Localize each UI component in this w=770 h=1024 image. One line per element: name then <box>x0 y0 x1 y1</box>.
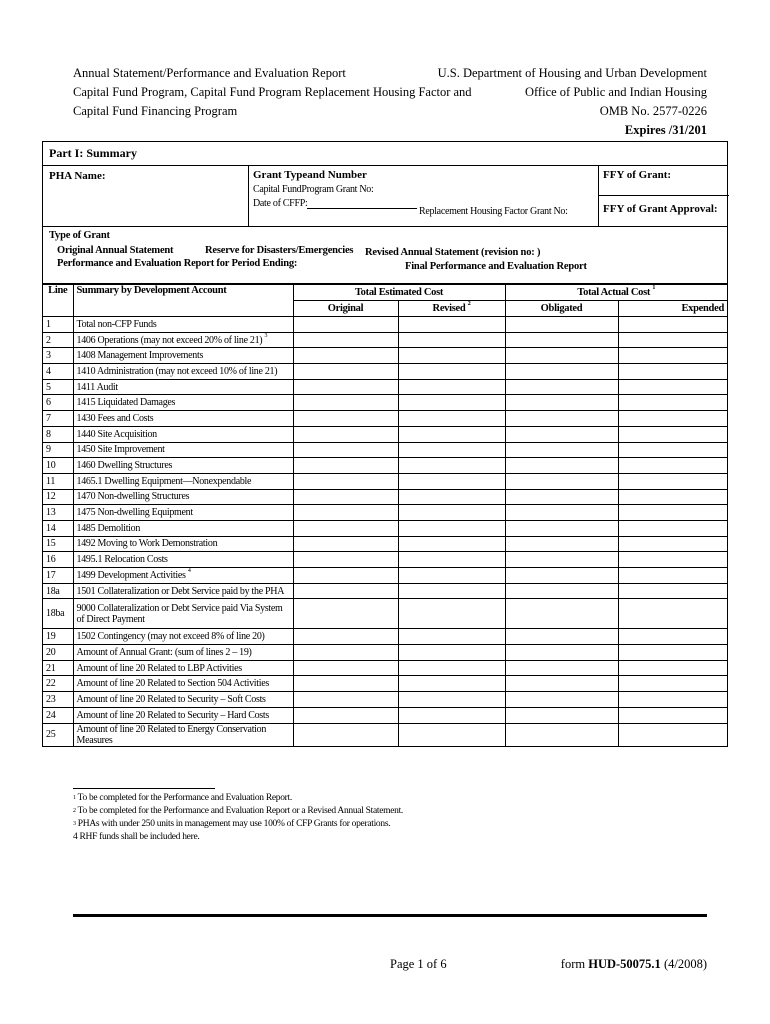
row-revised-cell[interactable] <box>398 395 505 411</box>
row-original-cell[interactable] <box>293 707 398 723</box>
row-revised-cell[interactable] <box>398 317 505 333</box>
row-line-number: 7 <box>43 411 73 427</box>
row-expended-cell[interactable] <box>618 568 727 584</box>
row-line-number: 2 <box>43 332 73 348</box>
row-original-cell[interactable] <box>293 583 398 599</box>
row-original-cell[interactable] <box>293 723 398 746</box>
date-of-cffp-underline <box>307 208 417 209</box>
row-original-cell[interactable] <box>293 442 398 458</box>
col-total-actual-header <box>505 285 727 301</box>
row-description-text: 1492 Moving to Work Demonstration <box>76 538 218 550</box>
row-obligated-cell[interactable] <box>505 426 618 442</box>
row-line-number: 4 <box>43 364 73 380</box>
row-expended-cell[interactable] <box>618 332 727 348</box>
row-revised-cell[interactable] <box>398 568 505 584</box>
row-description <box>73 317 293 333</box>
table-body <box>43 317 727 747</box>
row-line-number: 3 <box>43 348 73 364</box>
row-line-number: 10 <box>43 458 73 474</box>
row-original-cell[interactable] <box>293 692 398 708</box>
part-title: Part I: Summary <box>43 142 727 166</box>
row-original-cell[interactable] <box>293 660 398 676</box>
row-obligated-cell[interactable] <box>505 692 618 708</box>
col-revised-header <box>398 301 505 317</box>
row-line-number: 15 <box>43 536 73 552</box>
row-description-text: Amount of Annual Grant: (sum of lines 2 – 19) <box>76 646 252 658</box>
row-description-text: 1475 Non-dwelling Equipment <box>76 507 193 519</box>
row-line-number: 8 <box>43 426 73 442</box>
row-original-cell[interactable] <box>293 317 398 333</box>
footnote-2 <box>73 805 403 818</box>
table-row <box>43 692 727 708</box>
row-obligated-cell[interactable] <box>505 442 618 458</box>
row-description <box>73 442 293 458</box>
footnote-2-number: 2 <box>73 808 76 814</box>
row-obligated-cell[interactable] <box>505 707 618 723</box>
row-description-text: 1408 Management Improvements <box>76 350 204 362</box>
row-expended-cell[interactable] <box>618 583 727 599</box>
footnote-4-text: 4 RHF funds shall be included here. <box>73 832 200 842</box>
table-row <box>43 505 727 521</box>
table-row <box>43 660 727 676</box>
row-expended-cell[interactable] <box>618 692 727 708</box>
row-original-cell[interactable] <box>293 489 398 505</box>
row-line-number: 16 <box>43 552 73 568</box>
row-expended-cell[interactable] <box>618 552 727 568</box>
row-description <box>73 536 293 552</box>
ffy-section <box>599 166 729 226</box>
row-description <box>73 505 293 521</box>
row-description <box>73 599 293 629</box>
row-line-number: 18a <box>43 583 73 599</box>
row-original-cell[interactable] <box>293 599 398 629</box>
row-description-text: Amount of line 20 Related to LBP Activities <box>76 662 242 674</box>
footnote-1 <box>73 792 403 805</box>
row-revised-cell[interactable] <box>398 629 505 645</box>
row-line-number: 5 <box>43 379 73 395</box>
row-description <box>73 645 293 661</box>
row-revised-cell[interactable] <box>398 723 505 746</box>
table-row <box>43 489 727 505</box>
row-original-cell[interactable] <box>293 676 398 692</box>
row-description-text: Total non-CFP Funds <box>76 318 157 330</box>
row-description <box>73 583 293 599</box>
row-revised-cell[interactable] <box>398 520 505 536</box>
row-description <box>73 692 293 708</box>
row-description-text: 1411 Audit <box>76 381 118 393</box>
row-description-text: 1495.1 Relocation Costs <box>76 554 168 566</box>
row-description <box>73 489 293 505</box>
row-revised-cell[interactable] <box>398 458 505 474</box>
row-expended-cell[interactable] <box>618 442 727 458</box>
ffy-grant-field[interactable]: FFY of Grant: <box>599 166 729 196</box>
row-original-cell[interactable] <box>293 411 398 427</box>
row-description-text: Amount of line 20 Related to Security – Hard Costs <box>76 709 269 721</box>
footer-rule <box>73 914 707 917</box>
row-line-number: 19 <box>43 629 73 645</box>
row-obligated-cell[interactable] <box>505 723 618 746</box>
table-row <box>43 723 727 746</box>
row-description-text: Amount of line 20 Related to Energy Conservation Measures <box>76 723 267 746</box>
col-expended-header: Expended <box>618 301 727 317</box>
row-original-cell[interactable] <box>293 426 398 442</box>
original-annual-statement-option[interactable]: Original Annual Statement <box>57 245 174 256</box>
table-row <box>43 442 727 458</box>
table-row <box>43 676 727 692</box>
row-line-number: 17 <box>43 568 73 584</box>
row-expended-cell[interactable] <box>618 505 727 521</box>
table-row <box>43 426 727 442</box>
table-row <box>43 473 727 489</box>
row-description <box>73 723 293 746</box>
row-original-cell[interactable] <box>293 332 398 348</box>
row-description-text: 1415 Liquidated Damages <box>76 397 176 409</box>
row-original-cell[interactable] <box>293 645 398 661</box>
col-line-header: Line <box>43 285 73 317</box>
row-obligated-cell[interactable] <box>505 473 618 489</box>
header-left <box>73 64 472 121</box>
row-revised-cell[interactable] <box>398 707 505 723</box>
row-description <box>73 348 293 364</box>
row-description-text: 1406 Operations (may not exceed 20% of line 21) <box>76 334 263 346</box>
table-row <box>43 645 727 661</box>
row-obligated-cell[interactable] <box>505 364 618 380</box>
footnote-2-text: To be completed for the Performance and Evaluation Report or a Revised Annual Statement. <box>77 806 403 816</box>
reserve-disasters-option[interactable]: Reserve for Disasters/Emergencies <box>205 245 354 256</box>
row-expended-cell[interactable] <box>618 411 727 427</box>
pha-name-field[interactable] <box>43 166 249 226</box>
row-description <box>73 660 293 676</box>
row-revised-cell[interactable] <box>398 583 505 599</box>
row-description-text: Amount of line 20 Related to Section 504 Activities <box>76 678 269 690</box>
table-row <box>43 520 727 536</box>
header-title-line-2: Capital Fund Program, Capital Fund Program Replacement Housing Factor and <box>73 85 472 99</box>
row-line-number: 25 <box>43 723 73 746</box>
col-total-estimated-header: Total Estimated Cost <box>293 285 505 301</box>
row-obligated-cell[interactable] <box>505 348 618 364</box>
row-revised-cell[interactable] <box>398 442 505 458</box>
row-revised-cell[interactable] <box>398 599 505 629</box>
form-id: HUD-50075.1 <box>588 957 661 971</box>
row-obligated-cell[interactable] <box>505 411 618 427</box>
row-revised-cell[interactable] <box>398 332 505 348</box>
row-line-number: 12 <box>43 489 73 505</box>
row-revised-cell[interactable] <box>398 348 505 364</box>
row-description-text: 1499 Development Activities <box>76 569 186 581</box>
header-agency-line-2: Office of Public and Indian Housing <box>524 85 707 99</box>
row-expended-cell[interactable] <box>618 489 727 505</box>
row-obligated-cell[interactable] <box>505 379 618 395</box>
row-line-number: 20 <box>43 645 73 661</box>
row-original-cell[interactable] <box>293 629 398 645</box>
footnote-separator <box>73 788 215 789</box>
table-row <box>43 629 727 645</box>
row-description <box>73 411 293 427</box>
row-expended-cell[interactable] <box>618 520 727 536</box>
grant-type-field <box>249 166 599 226</box>
row-revised-cell[interactable] <box>398 692 505 708</box>
header-agency-line-1: U.S. Department of Housing and Urban Development <box>437 66 707 80</box>
row-revised-cell[interactable] <box>398 505 505 521</box>
table-row <box>43 552 727 568</box>
revised-label: Revised <box>432 303 466 314</box>
pha-name-label: PHA Name: <box>49 170 106 182</box>
row-revised-cell[interactable] <box>398 676 505 692</box>
footnote-3 <box>73 818 403 831</box>
row-line-number: 18ba <box>43 599 73 629</box>
row-obligated-cell[interactable] <box>505 536 618 552</box>
pha-info-section <box>43 166 727 227</box>
row-description-text: 9000 Collateralization or Debt Service paid Via System of Direct Payment <box>76 602 283 625</box>
footnote-3-text: PHAs with under 250 units in management may use 100% of CFP Grants for operations. <box>77 819 391 829</box>
row-obligated-cell[interactable] <box>505 505 618 521</box>
row-expended-cell[interactable] <box>618 379 727 395</box>
row-revised-cell[interactable] <box>398 645 505 661</box>
row-description <box>73 676 293 692</box>
table-row <box>43 411 727 427</box>
form-prefix: form <box>560 957 589 971</box>
table-row <box>43 536 727 552</box>
form-date: (4/2008) <box>660 957 707 971</box>
row-original-cell[interactable] <box>293 505 398 521</box>
summary-form <box>42 141 728 747</box>
row-description-text: 1485 Demolition <box>76 522 141 534</box>
revised-annual-statement-option[interactable]: Revised Annual Statement (revision no: ) <box>365 247 541 258</box>
table-header-row <box>43 285 727 301</box>
row-original-cell[interactable] <box>293 473 398 489</box>
row-description <box>73 364 293 380</box>
row-original-cell[interactable] <box>293 520 398 536</box>
row-obligated-cell[interactable] <box>505 332 618 348</box>
header-omb-number: OMB No. 2577-0226 <box>599 104 707 118</box>
row-description <box>73 395 293 411</box>
row-original-cell[interactable] <box>293 568 398 584</box>
row-line-number: 6 <box>43 395 73 411</box>
row-description <box>73 707 293 723</box>
row-line-number: 1 <box>43 317 73 333</box>
row-original-cell[interactable] <box>293 552 398 568</box>
table-row <box>43 583 727 599</box>
row-description-text: 1465.1 Dwelling Equipment—Nonexpendable <box>76 475 252 487</box>
row-obligated-cell[interactable] <box>505 676 618 692</box>
row-description <box>73 426 293 442</box>
row-revised-cell[interactable] <box>398 379 505 395</box>
row-original-cell[interactable] <box>293 379 398 395</box>
total-actual-label: Total Actual Cost <box>577 287 651 298</box>
type-of-grant-section <box>43 227 727 284</box>
row-expended-cell[interactable] <box>618 426 727 442</box>
final-performance-option[interactable]: Final Performance and Evaluation Report <box>405 261 587 272</box>
row-revised-cell[interactable] <box>398 660 505 676</box>
table-row <box>43 458 727 474</box>
row-line-number: 24 <box>43 707 73 723</box>
row-expended-cell[interactable] <box>618 660 727 676</box>
header-title-line-3: Capital Fund Financing Program <box>73 104 238 118</box>
capital-fund-grant-field[interactable]: Capital FundProgram Grant No: <box>253 184 374 195</box>
row-expended-cell[interactable] <box>618 395 727 411</box>
row-obligated-cell[interactable] <box>505 599 618 629</box>
total-actual-footnote-ref: 1 <box>652 285 656 291</box>
table-row <box>43 317 727 333</box>
row-expended-cell[interactable] <box>618 676 727 692</box>
row-revised-cell[interactable] <box>398 473 505 489</box>
row-description-text: 1502 Contingency (may not exceed 8% of line 20) <box>76 631 265 643</box>
row-line-number: 11 <box>43 473 73 489</box>
row-obligated-cell[interactable] <box>505 317 618 333</box>
row-expended-cell[interactable] <box>618 536 727 552</box>
footnotes <box>73 792 403 844</box>
performance-evaluation-option[interactable]: Performance and Evaluation Report for Period Ending: <box>57 258 298 269</box>
footnote-3-number: 3 <box>73 821 76 827</box>
row-description <box>73 629 293 645</box>
col-original-header: Original <box>293 301 398 317</box>
row-obligated-cell[interactable] <box>505 645 618 661</box>
row-expended-cell[interactable] <box>618 707 727 723</box>
row-revised-cell[interactable] <box>398 426 505 442</box>
table-row <box>43 568 727 584</box>
row-revised-cell[interactable] <box>398 552 505 568</box>
row-revised-cell[interactable] <box>398 364 505 380</box>
table-row <box>43 599 727 629</box>
row-description-text: 1460 Dwelling Structures <box>76 460 173 472</box>
row-revised-cell[interactable] <box>398 411 505 427</box>
type-of-grant-label: Type of Grant <box>49 230 110 241</box>
row-footnote-ref: 4 <box>187 567 191 574</box>
row-line-number: 22 <box>43 676 73 692</box>
row-line-number: 9 <box>43 442 73 458</box>
row-description-text: Amount of line 20 Related to Security – Soft Costs <box>76 693 266 705</box>
row-obligated-cell[interactable] <box>505 660 618 676</box>
row-expended-cell[interactable] <box>618 348 727 364</box>
row-obligated-cell[interactable] <box>505 568 618 584</box>
row-obligated-cell[interactable] <box>505 583 618 599</box>
row-expended-cell[interactable] <box>618 317 727 333</box>
row-description <box>73 332 293 348</box>
row-line-number: 21 <box>43 660 73 676</box>
row-description <box>73 458 293 474</box>
row-expended-cell[interactable] <box>618 364 727 380</box>
ffy-approval-field[interactable]: FFY of Grant Approval: <box>603 203 718 215</box>
row-description <box>73 568 293 584</box>
row-expended-cell[interactable] <box>618 723 727 746</box>
page-number: Page 1 of 6 <box>390 957 447 971</box>
col-summary-header: Summary by Development Account <box>73 285 293 317</box>
row-line-number: 13 <box>43 505 73 521</box>
row-original-cell[interactable] <box>293 348 398 364</box>
col-obligated-header: Obligated <box>505 301 618 317</box>
row-original-cell[interactable] <box>293 364 398 380</box>
row-obligated-cell[interactable] <box>505 552 618 568</box>
footnote-4 <box>73 831 403 844</box>
row-original-cell[interactable] <box>293 395 398 411</box>
grant-type-label: Grant Typeand Number <box>253 169 367 181</box>
row-obligated-cell[interactable] <box>505 520 618 536</box>
footnote-1-number: 1 <box>73 795 76 801</box>
row-expended-cell[interactable] <box>618 473 727 489</box>
date-of-cffp-label: Date of CFFP: <box>253 198 308 209</box>
table-row <box>43 707 727 723</box>
table-row <box>43 348 727 364</box>
table-row <box>43 379 727 395</box>
row-line-number: 14 <box>43 520 73 536</box>
row-expended-cell[interactable] <box>618 645 727 661</box>
revised-footnote-ref: 2 <box>467 301 471 307</box>
row-description-text: 1501 Collateralization or Debt Service paid by the PHA <box>76 585 285 597</box>
header-expires: Expires /31/201 <box>624 123 707 137</box>
row-description <box>73 379 293 395</box>
row-description <box>73 473 293 489</box>
header-right <box>438 64 707 140</box>
row-description <box>73 520 293 536</box>
table-row <box>43 364 727 380</box>
footnote-1-text: To be completed for the Performance and Evaluation Report. <box>77 793 292 803</box>
row-description-text: 1430 Fees and Costs <box>76 412 154 424</box>
row-original-cell[interactable] <box>293 458 398 474</box>
row-description-text: 1470 Non-dwelling Structures <box>76 491 190 503</box>
header-title-line-1: Annual Statement/Performance and Evaluation Report <box>73 66 346 80</box>
row-description <box>73 552 293 568</box>
row-original-cell[interactable] <box>293 536 398 552</box>
row-description-text: 1410 Administration (may not exceed 10% of line 21) <box>76 365 278 377</box>
row-obligated-cell[interactable] <box>505 458 618 474</box>
row-line-number: 23 <box>43 692 73 708</box>
row-expended-cell[interactable] <box>618 458 727 474</box>
table-row <box>43 395 727 411</box>
row-revised-cell[interactable] <box>398 489 505 505</box>
row-obligated-cell[interactable] <box>505 489 618 505</box>
row-obligated-cell[interactable] <box>505 629 618 645</box>
row-expended-cell[interactable] <box>618 599 727 629</box>
form-number <box>561 957 707 972</box>
row-revised-cell[interactable] <box>398 536 505 552</box>
row-obligated-cell[interactable] <box>505 395 618 411</box>
row-description-text: 1440 Site Acquisition <box>76 428 157 440</box>
summary-table <box>43 284 727 747</box>
row-expended-cell[interactable] <box>618 629 727 645</box>
row-footnote-ref: 3 <box>264 332 268 339</box>
row-description-text: 1450 Site Improvement <box>76 444 165 456</box>
rhf-grant-field[interactable]: Replacement Housing Factor Grant No: <box>419 206 568 217</box>
table-row <box>43 332 727 348</box>
